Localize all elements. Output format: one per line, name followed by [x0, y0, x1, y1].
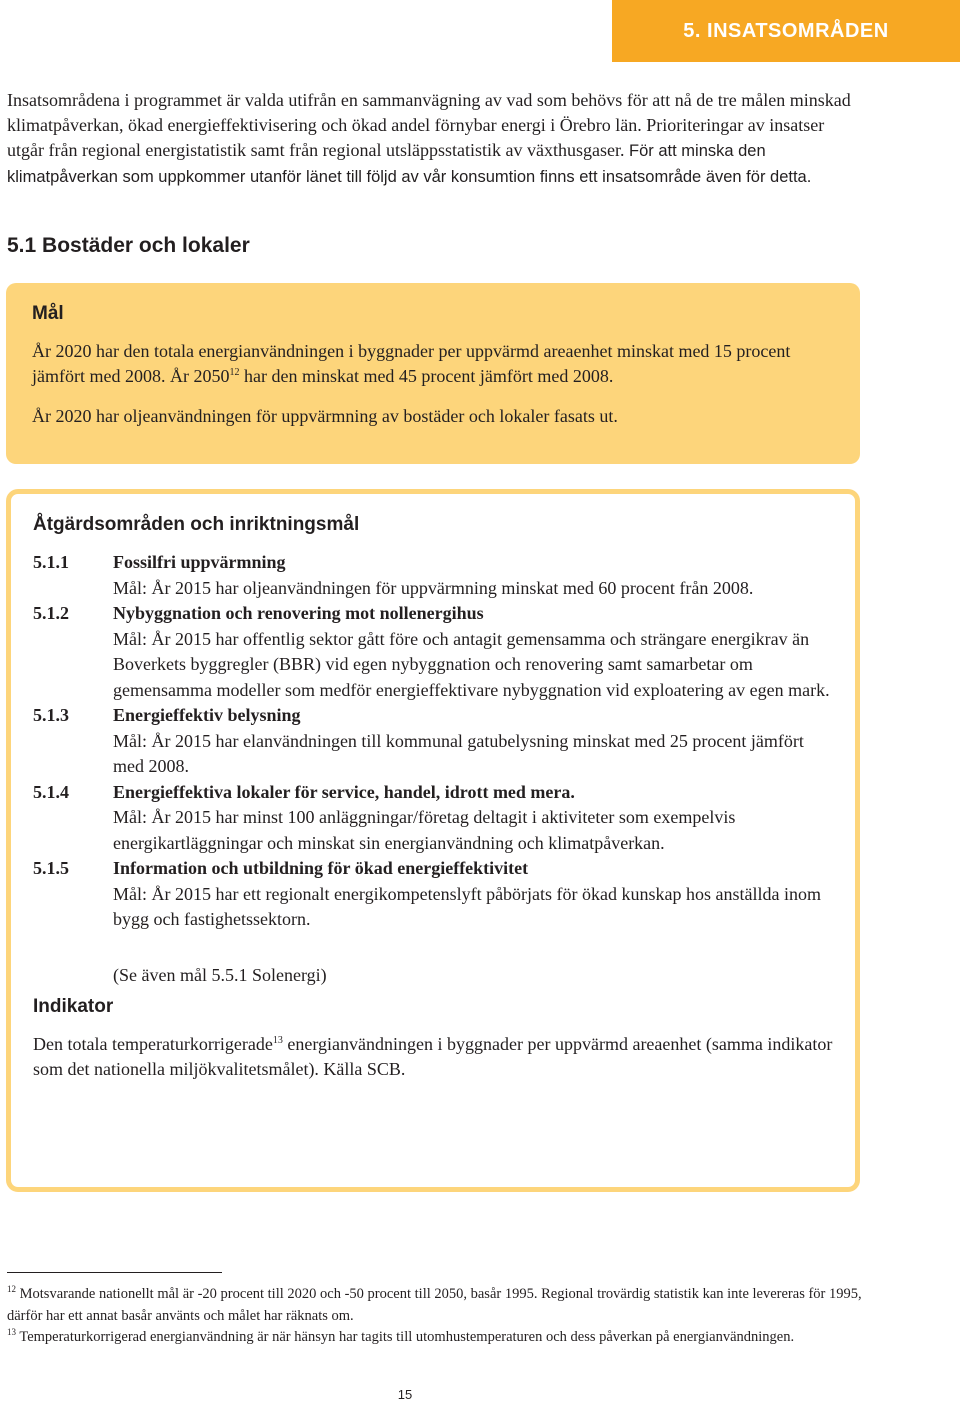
- item-goal: Mål: År 2015 har oljeanvändningen för uppvärmning minskat med 60 procent från 2008.: [113, 577, 754, 598]
- goal-text-b: har den minskat med 45 procent jämfört med 2008.: [239, 366, 614, 386]
- chapter-tab-label: 5. INSATSOMRÅDEN: [683, 19, 889, 42]
- item-goal: Mål: År 2015 har minst 100 anläggningar/företag deltagit i aktiviteter som exempelvis energikartläggningar och minskat sin energianvändning och klimatpåverkan.: [113, 807, 736, 853]
- indicator-text-b: energianvändningen i byggnader per uppvärmd areaenhet (samma indikator som det nationella miljökvalitetsmålet). Källa SCB.: [33, 1033, 833, 1079]
- section-title: 5.1 Bostäder och lokaler: [7, 234, 250, 257]
- intro-paragraph: [7, 88, 857, 190]
- goal-heading: Mål: [32, 303, 64, 324]
- goal-text-a: År 2020 har den totala energianvändningen i byggnader per uppvärmd areaenhet minskat med 15 procent jämfört med 2008. År 2050: [32, 341, 791, 386]
- item-number: 5.1.1: [33, 552, 69, 572]
- footnote-mark: 13: [7, 1327, 16, 1338]
- item-title: Information och utbildning för ökad energieffektivitet: [113, 858, 529, 878]
- item-number: 5.1.2: [33, 603, 69, 623]
- footnote-ref-12: 12: [229, 367, 240, 378]
- indicator-heading: Indikator: [33, 995, 114, 1017]
- list-item: [33, 601, 833, 703]
- item-number: 5.1.3: [33, 705, 69, 725]
- item-title: Nybyggnation och renovering mot nollenergihus: [113, 603, 484, 623]
- see-also-note: (Se även mål 5.5.1 Solenergi): [113, 964, 327, 985]
- action-heading: Åtgärdsområden och inriktningsmål: [33, 514, 360, 535]
- indicator-text-a: Den totala temperaturkorrigerade: [33, 1033, 273, 1054]
- page-number: 15: [397, 1387, 413, 1402]
- item-goal: Mål: År 2015 har offentlig sektor gått före och antagit gemensamma och strängare energikrav än Boverkets byggregler (BBR) vid egen nybyggnation och renovering samt samarbetar om gemensamma modeller som medför energieffektivare nybyggnation vid exploatering av egen mark.: [113, 628, 830, 700]
- list-item: [33, 780, 833, 857]
- goal-paragraph-1: [32, 339, 834, 389]
- footnote-13: [7, 1327, 867, 1349]
- item-title: Energieffektiv belysning: [113, 705, 301, 725]
- item-goal: Mål: År 2015 har elanvändningen till kommunal gatubelysning minskat med 25 procent jämfört med 2008.: [113, 730, 804, 776]
- footnote-12: [7, 1284, 867, 1327]
- list-item: [33, 703, 833, 780]
- list-item: [33, 856, 833, 933]
- indicator-text: [33, 1032, 833, 1082]
- footnote-text: Temperaturkorrigerad energianvändning är när hänsyn har tagits till utomhustemperaturen och dess påverkan på energianvändningen.: [16, 1329, 795, 1345]
- intro-text-part2: För att minska den klimatpåverkan som uppkommer utanför länet till följd av vår konsumtion finns ett insatsområde även för detta.: [7, 142, 812, 186]
- item-title: Fossilfri uppvärmning: [113, 552, 286, 572]
- item-number: 5.1.5: [33, 858, 69, 878]
- intro-text-part1: Insatsområdena i programmet är valda utifrån en sammanvägning av vad som behövs för att nå de tre målen minskad klimatpåverkan, ökad energieffektivisering och ökad andel förnybar energi i Örebro län. Prioriteringar av insatser utgår från regional energistatistik samt från regional utsläppsstatistik av växthusgaser.: [7, 90, 851, 160]
- footnote-ref-13: 13: [272, 1034, 283, 1046]
- action-box: [6, 489, 860, 1192]
- goal-paragraph-2: År 2020 har oljeanvändningen för uppvärmning av bostäder och lokaler fasats ut.: [32, 406, 618, 426]
- item-number: 5.1.4: [33, 781, 69, 802]
- item-goal: Mål: År 2015 har ett regionalt energikompetenslyft påbörjats för ökad kunskap hos anställda inom bygg och fastighetssektorn.: [113, 883, 822, 929]
- chapter-tab: [612, 0, 960, 62]
- goal-box: [6, 283, 860, 464]
- footnotes: [7, 1284, 867, 1349]
- footnote-text: Motsvarande nationellt mål är -20 procent till 2020 och -50 procent till 2050, basår 1995. Regional trovärdig statistik kan inte levereras för 1995, därför har ett annat basår använts och målet har räknats om.: [7, 1286, 862, 1324]
- item-title: Energieffektiva lokaler för service, handel, idrott med mera.: [113, 781, 575, 802]
- footnote-divider: [7, 1272, 222, 1273]
- list-item: [33, 550, 833, 601]
- footnote-mark: 12: [7, 1284, 16, 1295]
